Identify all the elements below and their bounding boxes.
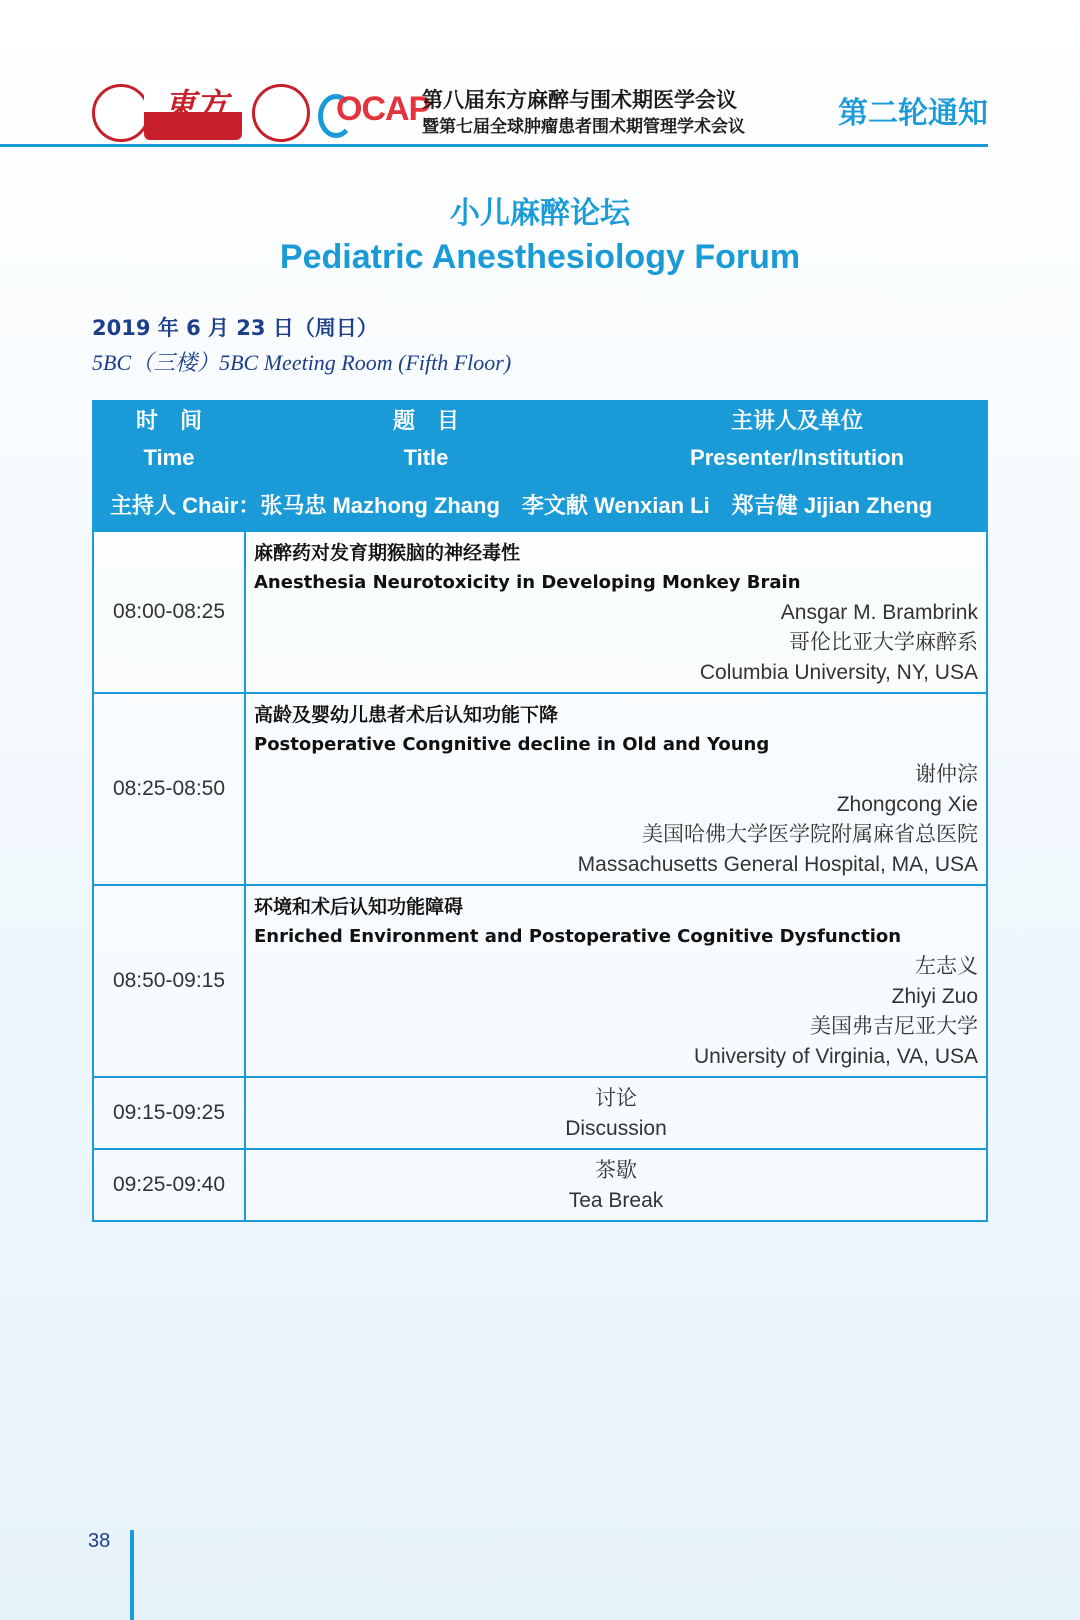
talk-title-zh: 环境和术后认知功能障碍 [254,896,464,918]
row-time: 09:15-09:25 [93,1077,245,1149]
break-label-en: Discussion [565,1117,667,1140]
session-date: 2019 年 6 月 23 日（周日） [92,316,378,340]
break-label-en: Tea Break [568,1189,664,1212]
break-label-zh: 茶歇 [595,1159,637,1182]
row-content [245,531,987,693]
ocap-logo-text: OCAP [336,90,431,128]
ocap-logo [318,88,431,134]
header-time-zh: 时 间 [135,408,202,433]
header-time-en: Time [143,445,195,470]
presenter-institution-en: University of Virginia, VA, USA [694,1045,978,1068]
page-header [92,78,988,146]
header-divider [0,144,988,147]
page-number: 38 [88,1530,111,1552]
presenter-institution-zh: 美国弗吉尼亚大学 [810,1015,978,1038]
presenter-name: Zhiyi Zuo [891,985,978,1008]
row-time: 08:50-09:15 [93,885,245,1077]
presenter-institution-en: Columbia University, NY, USA [699,661,978,684]
table-header-row [93,401,987,477]
society-logo-1 [92,84,150,142]
header-time [93,401,245,477]
table-row [93,693,987,885]
table-row [93,1077,987,1149]
talk-title-zh: 高龄及婴幼儿患者术后认知功能下降 [254,704,559,726]
session-room: 5BC（三楼）5BC Meeting Room (Fifth Floor) [92,350,512,375]
presenter-name: Ansgar M. Brambrink [780,601,978,624]
presenter-institution-en: Massachusetts General Hospital, MA, USA [577,853,978,876]
table-row [93,1149,987,1221]
page-number-bar [130,1530,134,1620]
row-content [245,1077,987,1149]
schedule-table [92,400,988,1222]
conference-title-line1: 第八届东方麻醉与围术期医学会议 [422,88,737,112]
presenter-name-zh: 左志义 [915,955,978,978]
header-presenter [607,401,987,477]
header-title [245,401,607,477]
header-title-zh: 题 目 [392,408,459,433]
header-presenter-zh: 主讲人及单位 [730,408,863,433]
chair-text: 主持人 Chair：张马忠 Mazhong Zhang 李文献 Wenxian Li 郑吉健 Jijian Zheng [93,477,987,531]
row-content [245,693,987,885]
notice-label: 第二轮通知 [838,96,988,131]
row-content [245,885,987,1077]
forum-title-en: Pediatric Anesthesiology Forum [279,238,801,276]
talk-title-en: Enriched Environment and Postoperative Cognitive Dysfunction [254,926,902,947]
table-row [93,531,987,693]
table-row [93,885,987,1077]
break-label-zh: 讨论 [595,1087,637,1110]
oriental-logo [144,78,242,140]
conference-title-line2: 暨第七届全球肿瘤患者围术期管理学术会议 [422,117,745,137]
row-content [245,1149,987,1221]
chair-row [93,477,987,531]
header-title-en: Title [403,445,449,470]
presenter-institution-zh: 美国哈佛大学医学院附属麻省总医院 [642,823,978,846]
oriental-logo-text: 東方 [164,86,229,124]
header-presenter-en: Presenter/Institution [690,445,904,470]
society-logo-2 [252,84,310,142]
presenter-institution-zh: 哥伦比亚大学麻醉系 [789,631,978,654]
talk-title-en: Postoperative Congnitive decline in Old and Young [254,734,770,755]
talk-title-en: Anesthesia Neurotoxicity in Developing Monkey Brain [254,572,801,593]
talk-title-zh: 麻醉药对发育期猴脑的神经毒性 [254,542,521,564]
row-time: 08:00-08:25 [93,531,245,693]
presenter-name-zh: 谢仲淙 [915,763,978,786]
row-time: 08:25-08:50 [93,693,245,885]
presenter-name: Zhongcong Xie [836,793,978,816]
forum-title-zh: 小儿麻醉论坛 [450,196,630,231]
row-time: 09:25-09:40 [93,1149,245,1221]
